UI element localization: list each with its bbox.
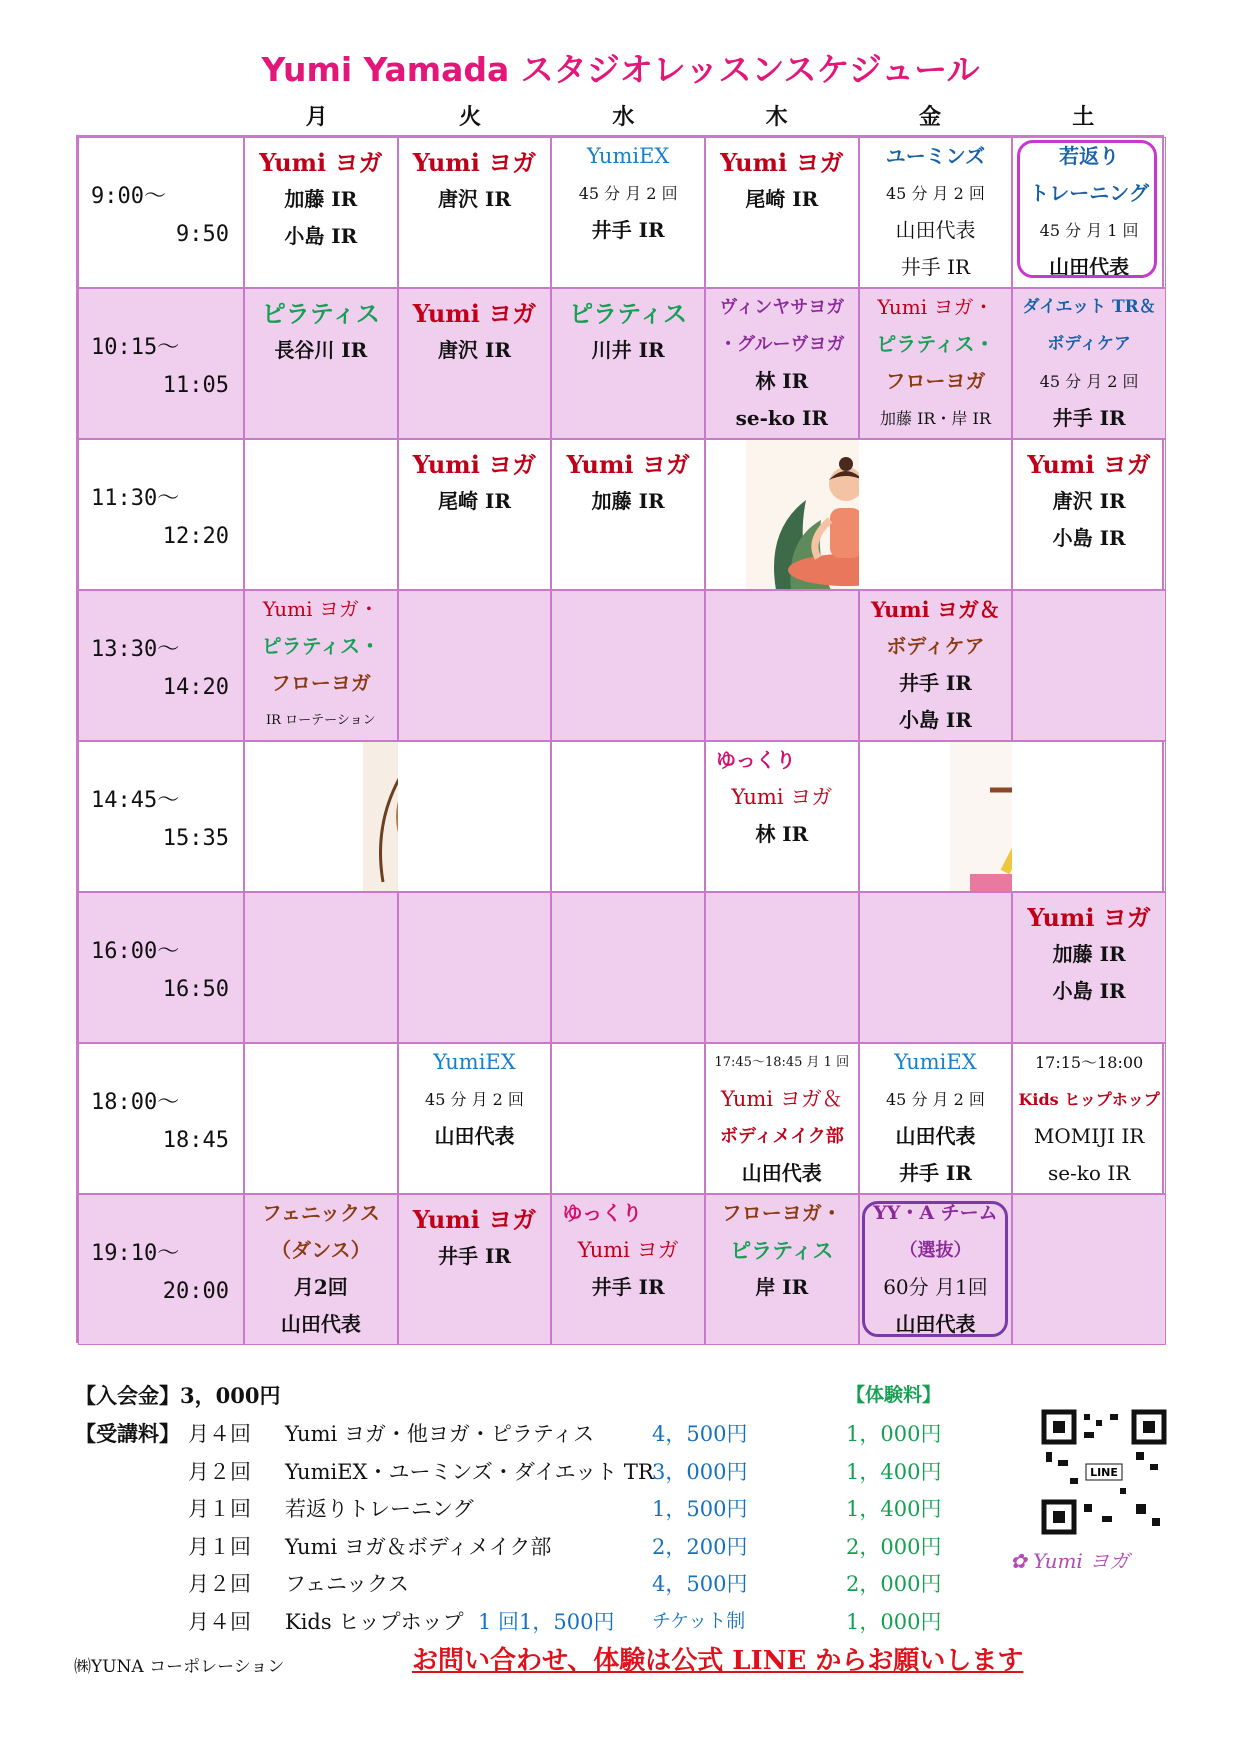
course-fee-label: 【受講料】 xyxy=(75,1421,180,1446)
class-cell: フェニックス （ダンス） 月2回 山田代表 xyxy=(244,1194,398,1345)
lotus-icon: ✿ xyxy=(1010,1549,1034,1573)
time-cell: 11:30～ 12:20 xyxy=(78,439,244,590)
empty-cell xyxy=(859,439,1013,590)
empty-cell xyxy=(705,590,859,741)
contact-cta: お問い合わせ、体験は公式 LINE からお願いします xyxy=(412,1646,1024,1676)
empty-cell xyxy=(705,892,859,1043)
class-cell: Yumi ヨガ 尾崎 IR xyxy=(398,439,552,590)
class-cell: ユーミンズ 45 分 月 2 回 山田代表 井手 IR xyxy=(859,137,1013,288)
day-tue: 火 xyxy=(458,104,481,130)
class-cell: ゆっくり Yumi ヨガ 井手 IR xyxy=(551,1194,705,1345)
class-cell: Yumi ヨガ＆ ボディケア 井手 IR 小島 IR xyxy=(859,590,1013,741)
line-qr-code[interactable] xyxy=(1040,1408,1168,1536)
empty-cell xyxy=(551,1043,705,1194)
class-cell: 17:45～18:45 月 1 回 Yumi ヨガ＆ ボディメイク部 山田代表 xyxy=(705,1043,859,1194)
class-cell: フローヨガ・ ピラティス 岸 IR xyxy=(705,1194,859,1345)
empty-cell xyxy=(398,892,552,1043)
dancer-illustration xyxy=(363,742,398,892)
time-cell: 14:45～ 15:35 xyxy=(78,741,244,892)
time-cell: 19:10～ 20:00 xyxy=(78,1194,244,1345)
day-wed: 水 xyxy=(612,104,635,130)
class-cell: Yumi ヨガ 加藤 IR 小島 IR xyxy=(244,137,398,288)
class-cell: ゆっくり Yumi ヨガ 林 IR xyxy=(705,741,859,892)
class-cell: ピラティス 長谷川 IR xyxy=(244,288,398,439)
empty-cell xyxy=(1012,1194,1166,1345)
empty-cell xyxy=(859,741,1013,892)
time-cell: 16:00～ 16:50 xyxy=(78,892,244,1043)
empty-cell xyxy=(398,741,552,892)
time-cell: 18:00～ 18:45 xyxy=(78,1043,244,1194)
class-cell: 若返り トレーニング 45 分 月 1 回 山田代表 xyxy=(1012,137,1166,288)
class-cell: ヴィンヤサヨガ ・グルーヴヨガ 林 IR se-ko IR xyxy=(705,288,859,439)
entry-fee: 【入会金】3，000円 xyxy=(75,1383,281,1408)
day-header xyxy=(240,100,1160,132)
schedule-grid xyxy=(76,135,1164,1343)
empty-cell xyxy=(1012,590,1166,741)
page-title: Yumi Yamada スタジオレッスンスケジュール xyxy=(261,50,980,89)
day-thu: 木 xyxy=(765,104,788,130)
empty-cell xyxy=(551,741,705,892)
warrior-pose-illustration xyxy=(950,742,1013,892)
class-cell: Yumi ヨガ 唐沢 IR xyxy=(398,137,552,288)
time-cell: 10:15～ 11:05 xyxy=(78,288,244,439)
meditation-illustration xyxy=(746,440,859,590)
brand-logo: ✿ Yumi ヨガ xyxy=(1010,1549,1130,1573)
class-cell: Yumi ヨガ 唐沢 IR 小島 IR xyxy=(1012,439,1166,590)
class-cell: Yumi ヨガ 尾崎 IR xyxy=(705,137,859,288)
speech-bubble xyxy=(862,1201,1008,1337)
class-cell: Yumi ヨガ 加藤 IR xyxy=(551,439,705,590)
empty-cell xyxy=(859,892,1013,1043)
qr-label: LINE xyxy=(1090,1466,1118,1479)
empty-cell xyxy=(244,892,398,1043)
trial-fee-header: 【体験料】 xyxy=(846,1384,942,1406)
empty-cell xyxy=(244,1043,398,1194)
class-cell: YumiEX 45 分 月 2 回 山田代表 xyxy=(398,1043,552,1194)
class-cell: Yumi ヨガ 加藤 IR 小島 IR xyxy=(1012,892,1166,1043)
class-cell: Yumi ヨガ 井手 IR xyxy=(398,1194,552,1345)
empty-cell xyxy=(551,590,705,741)
class-cell: YumiEX 45 分 月 2 回 山田代表 井手 IR xyxy=(859,1043,1013,1194)
class-cell: ピラティス 川井 IR xyxy=(551,288,705,439)
class-cell: YumiEX 45 分 月 2 回 井手 IR xyxy=(551,137,705,288)
day-fri: 金 xyxy=(918,104,941,130)
speech-bubble xyxy=(1017,140,1157,278)
class-cell: YY・A チーム （選抜） 60分 月1回 山田代表 xyxy=(859,1194,1013,1345)
empty-cell xyxy=(244,741,398,892)
empty-cell xyxy=(1012,741,1166,892)
day-sat: 土 xyxy=(1072,104,1095,130)
empty-cell xyxy=(551,892,705,1043)
time-cell: 13:30～ 14:20 xyxy=(78,590,244,741)
time-cell: 9:00～ 9:50 xyxy=(78,137,244,288)
class-cell: Yumi ヨガ・ ピラティス・ フローヨガ IR ローテーション xyxy=(244,590,398,741)
class-cell: ダイエット TR＆ ボディケア 45 分 月 2 回 井手 IR xyxy=(1012,288,1166,439)
empty-cell xyxy=(244,439,398,590)
class-cell: 17:15～18:00 Kids ヒップホップ MOMIJI IR se-ko IR xyxy=(1012,1043,1166,1194)
class-cell: Yumi ヨガ・ ピラティス・ フローヨガ 加藤 IR・岸 IR xyxy=(859,288,1013,439)
empty-cell xyxy=(705,439,859,590)
empty-cell xyxy=(398,590,552,741)
day-mon: 月 xyxy=(305,104,328,130)
class-cell: Yumi ヨガ 唐沢 IR xyxy=(398,288,552,439)
company-name: ㈱YUNA コーポレーション xyxy=(74,1657,285,1677)
